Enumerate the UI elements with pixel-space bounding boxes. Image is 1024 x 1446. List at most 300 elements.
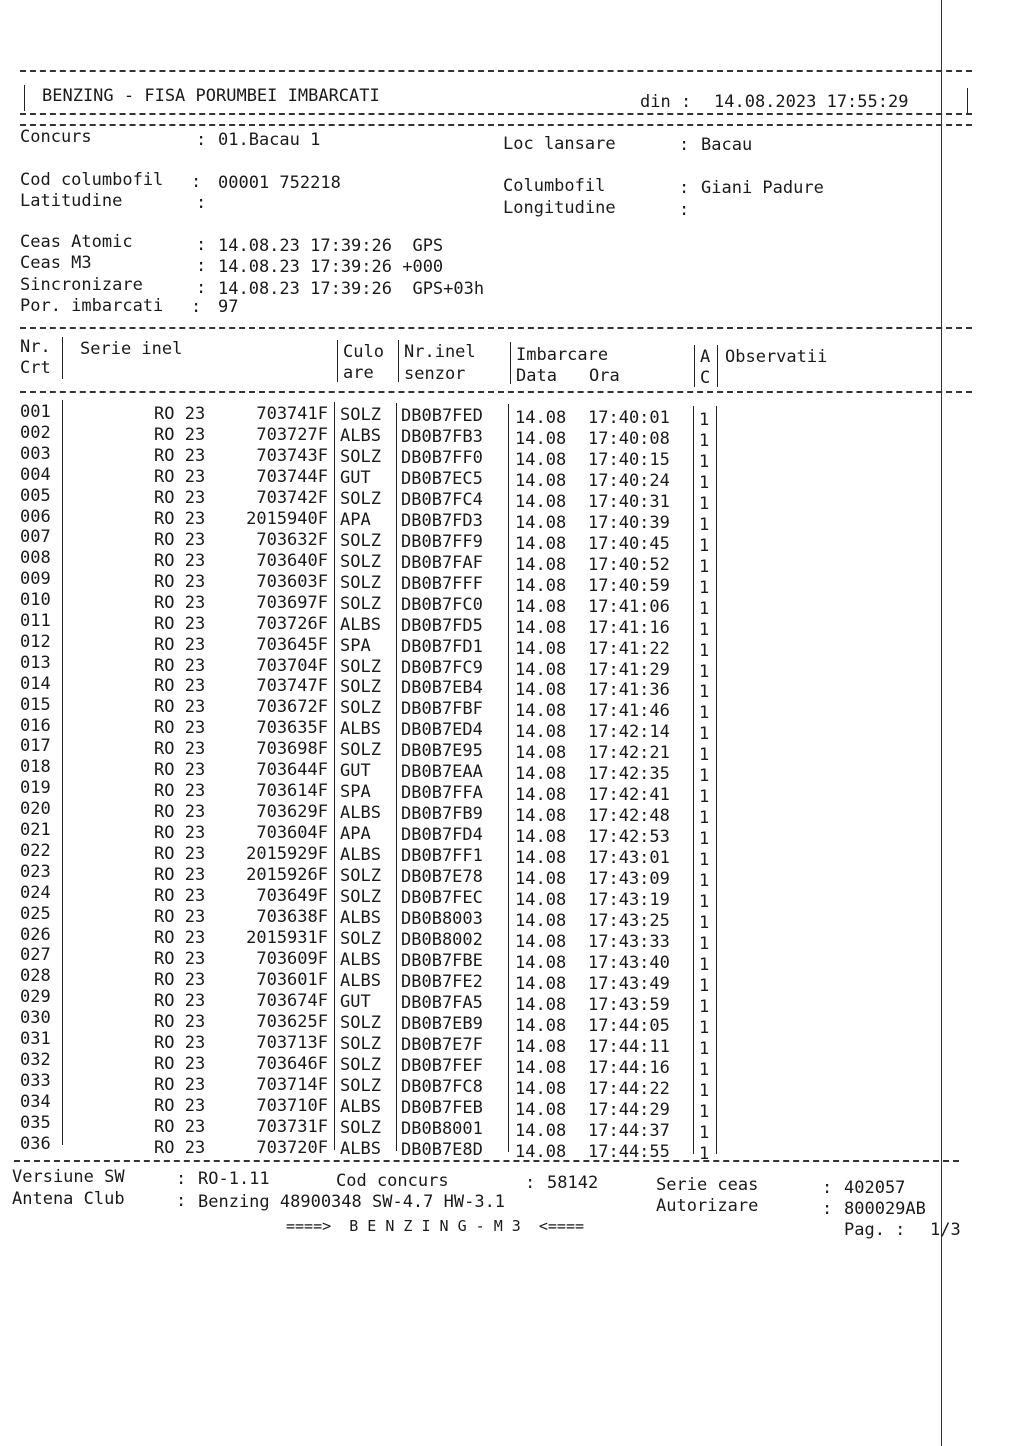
- row-ac: 1: [699, 1038, 710, 1059]
- row-culoare: ALBS: [340, 803, 381, 824]
- row-serie-number: 703635F: [256, 718, 328, 739]
- row-ac: 1: [699, 996, 710, 1017]
- table-row: [0, 422, 1024, 451]
- row-culoare: SOLZ: [340, 929, 381, 949]
- row-nr-inel-senzor: DB0B7FF9: [401, 531, 483, 552]
- row-nr-inel-senzor: DB0B7FA5: [401, 992, 483, 1013]
- table-row: [0, 590, 1024, 619]
- row-ora: 17:40:31: [588, 491, 670, 512]
- row-nr-inel-senzor: DB0B7EC5: [401, 468, 483, 489]
- table-row: [0, 527, 1024, 556]
- row-ora: 17:44:05: [588, 1015, 670, 1036]
- row-nr-inel-senzor: DB0B7EB9: [401, 1013, 483, 1034]
- row-serie-prefix: RO 23: [154, 1074, 206, 1095]
- row-serie-number: 703646F: [256, 1053, 328, 1074]
- row-culoare: SOLZ: [340, 530, 381, 551]
- row-nr: 010: [20, 590, 51, 611]
- page-label: Pag. :: [844, 1220, 906, 1240]
- row-ac: 1: [699, 661, 710, 682]
- row-ac: 1: [699, 1122, 710, 1143]
- row-nr-inel-senzor: DB0B7FBE: [401, 950, 483, 971]
- row-nr: 001: [20, 402, 51, 422]
- row-culoare: GUT: [340, 761, 371, 782]
- row-data: 14.08: [515, 1120, 567, 1141]
- row-data: 14.08: [515, 659, 567, 680]
- row-data: 14.08: [515, 428, 567, 449]
- row-nr: 005: [20, 485, 51, 506]
- row-nr-inel-senzor: DB0B7E95: [401, 741, 483, 762]
- row-culoare: SOLZ: [340, 1012, 381, 1033]
- table-top-rule: [20, 327, 972, 329]
- row-data: 14.08: [515, 827, 567, 848]
- row-culoare: ALBS: [340, 949, 381, 970]
- row-ac: 1: [699, 829, 710, 850]
- row-data: 14.08: [515, 932, 567, 952]
- row-nr: 036: [20, 1133, 51, 1154]
- row-nr-inel-senzor: DB0B7ED4: [401, 720, 483, 741]
- table-row: [0, 1112, 1024, 1143]
- row-ora: 17:43:25: [588, 911, 670, 932]
- columbofil-value: Giani Padure: [701, 178, 824, 198]
- row-nr: 008: [20, 548, 51, 569]
- row-data: 14.08: [515, 994, 567, 1015]
- table-row: [0, 945, 1024, 975]
- row-nr: 022: [20, 840, 51, 861]
- row-ac: 1: [699, 1059, 710, 1080]
- row-culoare: ALBS: [340, 970, 381, 991]
- row-data: 14.08: [515, 952, 567, 973]
- row-nr: 033: [20, 1070, 51, 1091]
- cod-concurs-label: Cod concurs: [336, 1171, 449, 1191]
- row-data: 14.08: [515, 890, 567, 911]
- row-serie-number: 703731F: [256, 1116, 328, 1137]
- report-date-label: din: [640, 92, 671, 112]
- row-nr: 028: [20, 966, 51, 987]
- row-culoare: APA: [340, 509, 371, 530]
- row-culoare: SPA: [340, 635, 371, 656]
- row-serie-prefix: RO 23: [154, 634, 206, 655]
- info-top-rule: [20, 124, 972, 126]
- row-serie-number: 703632F: [256, 529, 328, 550]
- row-nr-inel-senzor: DB0B7FC8: [401, 1076, 483, 1097]
- por-imbarcati-value: 97: [218, 297, 239, 317]
- row-serie-number: 703614F: [256, 781, 328, 802]
- table-row: [0, 1008, 1024, 1038]
- row-ora: 17:43:59: [588, 994, 670, 1015]
- row-serie-number: 703742F: [256, 487, 328, 508]
- row-nr-inel-senzor: DB0B7FC0: [401, 594, 483, 615]
- columbofil-label: Columbofil: [503, 176, 606, 196]
- row-serie-number: 703638F: [256, 907, 328, 928]
- table-row: [0, 569, 1024, 598]
- row-ac: 1: [699, 975, 710, 996]
- concurs-label: Concurs: [20, 127, 92, 147]
- antena-club-value: Benzing 48900348 SW-4.7 HW-3.1: [198, 1192, 506, 1212]
- col-observatii-header: Observatii: [725, 347, 828, 367]
- row-nr-inel-senzor: DB0B7FF0: [401, 447, 483, 468]
- row-data: 14.08: [515, 911, 567, 932]
- row-ac: 1: [699, 703, 710, 724]
- row-ac: 1: [699, 954, 710, 975]
- table-divider: [396, 403, 397, 1151]
- row-data: 14.08: [515, 722, 567, 743]
- row-ac: 1: [699, 871, 710, 892]
- row-nr: 013: [20, 652, 51, 673]
- col-nr-header: Nr.: [20, 337, 51, 357]
- row-serie-number: 703625F: [256, 1011, 328, 1032]
- row-ora: 17:43:40: [588, 952, 670, 973]
- row-ora: 17:44:29: [588, 1099, 670, 1120]
- row-culoare: SPA: [340, 782, 371, 803]
- row-serie-prefix: RO 23: [154, 445, 206, 466]
- table-row: [0, 548, 1024, 577]
- row-ora: 17:42:53: [588, 827, 670, 848]
- autorizare-label: Autorizare: [656, 1196, 759, 1216]
- row-data: 14.08: [515, 1141, 567, 1162]
- table-row: [0, 506, 1024, 535]
- row-serie-number: 703720F: [256, 1137, 328, 1158]
- row-nr-inel-senzor: DB0B7FE2: [401, 971, 483, 992]
- latitudine-label: Latitudine: [20, 191, 123, 211]
- row-ac: 1: [699, 724, 710, 745]
- page-number: 1/3: [930, 1220, 961, 1240]
- row-nr: 034: [20, 1091, 51, 1112]
- por-imbarcati-label: Por. imbarcati: [20, 296, 164, 316]
- row-ora: 17:44:11: [588, 1036, 670, 1057]
- row-serie-prefix: RO 23: [154, 718, 206, 739]
- table-row: [0, 882, 1024, 913]
- row-ora: 17:40:08: [588, 428, 670, 449]
- table-row: [0, 778, 1024, 808]
- row-culoare: SOLZ: [340, 887, 381, 908]
- row-ora: 17:44:16: [588, 1057, 670, 1078]
- row-ac: 1: [699, 430, 710, 451]
- row-nr: 029: [20, 987, 51, 1008]
- row-nr-inel-senzor: DB0B7FD1: [401, 636, 483, 657]
- benzing-banner: ====> B E N Z I N G - M 3 <====: [286, 1217, 585, 1235]
- row-ac: 1: [699, 410, 710, 430]
- row-culoare: SOLZ: [340, 1117, 381, 1138]
- row-nr-inel-senzor: DB0B8003: [401, 909, 483, 930]
- row-ac: 1: [699, 745, 710, 766]
- row-ac: 1: [699, 913, 710, 934]
- row-ora: 17:40:39: [588, 512, 670, 533]
- table-divider: [508, 404, 509, 1152]
- row-serie-prefix: RO 23: [154, 613, 206, 634]
- row-serie-number: 703601F: [256, 969, 328, 990]
- row-ora: 17:40:01: [588, 408, 670, 428]
- table-row: [0, 1133, 1024, 1164]
- row-nr: 030: [20, 1008, 51, 1029]
- row-data: 14.08: [515, 1099, 567, 1120]
- row-culoare: SOLZ: [340, 677, 381, 698]
- row-nr: 014: [20, 673, 51, 694]
- table-row: [0, 652, 1024, 682]
- ceas-atomic-value: 14.08.23 17:39:26 GPS: [218, 236, 444, 256]
- row-serie-prefix: RO 23: [154, 907, 206, 928]
- table-row: [0, 715, 1024, 745]
- row-data: 14.08: [515, 806, 567, 827]
- row-nr: 018: [20, 757, 51, 778]
- row-serie-prefix: RO 23: [154, 676, 206, 697]
- row-nr-inel-senzor: DB0B7FD3: [401, 510, 483, 531]
- row-serie-prefix: RO 23: [154, 697, 206, 718]
- row-ora: 17:44:22: [588, 1078, 670, 1099]
- serie-ceas-value: 402057: [844, 1178, 906, 1198]
- table-row: [0, 485, 1024, 514]
- row-ac: 1: [699, 556, 710, 577]
- row-culoare: ALBS: [340, 1138, 381, 1159]
- row-nr: 006: [20, 506, 51, 527]
- row-data: 14.08: [515, 449, 567, 470]
- row-ora: 17:41:36: [588, 680, 670, 701]
- row-ora: 17:43:09: [588, 869, 670, 890]
- antena-club-label: Antena Club: [12, 1189, 125, 1209]
- row-serie-number: 703603F: [256, 571, 328, 592]
- row-culoare: SOLZ: [340, 1033, 381, 1054]
- row-serie-number: 703609F: [256, 948, 328, 969]
- row-serie-prefix: RO 23: [154, 592, 206, 613]
- row-nr: 003: [20, 443, 51, 464]
- row-data: 14.08: [515, 764, 567, 785]
- row-serie-number: 703744F: [256, 466, 328, 487]
- cod-columbofil-value: 00001 752218: [218, 173, 341, 193]
- row-nr-inel-senzor: DB0B7FFF: [401, 573, 483, 594]
- row-ora: 17:42:21: [588, 743, 670, 764]
- row-ora: 17:42:48: [588, 806, 670, 827]
- row-nr: 015: [20, 694, 51, 715]
- table-divider: [334, 402, 335, 1150]
- row-ac: 1: [699, 1143, 710, 1164]
- table-row: [0, 1029, 1024, 1059]
- ceas-m3-value: 14.08.23 17:39:26 +000: [218, 257, 444, 277]
- row-nr-inel-senzor: DB0B7FED: [401, 406, 483, 426]
- row-ora: 17:41:16: [588, 617, 670, 638]
- row-culoare: GUT: [340, 991, 371, 1012]
- row-serie-prefix: RO 23: [154, 865, 206, 886]
- table-row: [0, 1091, 1024, 1122]
- row-nr-inel-senzor: DB0B7EB4: [401, 678, 483, 699]
- table-divider: [693, 406, 694, 1154]
- row-serie-number: 703644F: [256, 760, 328, 781]
- row-serie-prefix: RO 23: [154, 1116, 206, 1137]
- serie-ceas-label: Serie ceas: [656, 1175, 759, 1195]
- row-data: 14.08: [515, 408, 567, 428]
- row-data: 14.08: [515, 1078, 567, 1099]
- table-row: [0, 631, 1024, 661]
- row-serie-number: 2015931F: [246, 928, 328, 948]
- row-data: 14.08: [515, 785, 567, 806]
- row-data: 14.08: [515, 554, 567, 575]
- table-row: [0, 987, 1024, 1017]
- row-nr: 020: [20, 799, 51, 820]
- row-ac: 1: [699, 598, 710, 619]
- longitudine-label: Longitudine: [503, 198, 616, 218]
- row-nr-inel-senzor: DB0B7E78: [401, 867, 483, 888]
- row-ora: 17:43:49: [588, 973, 670, 994]
- table-row: [0, 924, 1024, 954]
- row-nr: 002: [20, 422, 51, 443]
- row-ora: 17:41:46: [588, 701, 670, 722]
- row-nr-inel-senzor: DB0B7E7F: [401, 1034, 483, 1055]
- row-serie-number: 703741F: [256, 404, 328, 424]
- row-nr: 009: [20, 569, 51, 590]
- row-culoare: ALBS: [340, 719, 381, 740]
- table-row: [0, 464, 1024, 493]
- col-nrinel-header-2: senzor: [404, 364, 466, 384]
- row-serie-number: 703645F: [256, 634, 328, 655]
- row-culoare: SOLZ: [340, 488, 381, 509]
- row-ac: 1: [699, 1017, 710, 1038]
- row-data: 14.08: [515, 638, 567, 659]
- row-serie-prefix: RO 23: [154, 990, 206, 1011]
- row-serie-number: 703710F: [256, 1095, 328, 1116]
- row-serie-number: 703714F: [256, 1074, 328, 1095]
- row-serie-number: 703743F: [256, 445, 328, 466]
- table-divider: [716, 406, 717, 1154]
- row-serie-prefix: RO 23: [154, 844, 206, 865]
- row-nr-inel-senzor: DB0B7FEC: [401, 888, 483, 909]
- ceas-m3-label: Ceas M3: [20, 253, 92, 273]
- table-row: [0, 736, 1024, 766]
- row-ac: 1: [699, 1080, 710, 1101]
- row-serie-prefix: RO 23: [154, 1032, 206, 1053]
- row-culoare: GUT: [340, 467, 371, 488]
- sincronizare-value: 14.08.23 17:39:26 GPS+03h: [218, 279, 485, 299]
- row-data: 14.08: [515, 575, 567, 596]
- col-serie-header: Serie inel: [80, 339, 183, 359]
- row-serie-number: 703640F: [256, 550, 328, 571]
- col-culoare-header-1: Culo: [343, 342, 384, 362]
- row-serie-prefix: RO 23: [154, 508, 206, 529]
- concurs-value: 01.Bacau 1: [218, 130, 321, 150]
- row-data: 14.08: [515, 1057, 567, 1078]
- row-nr-inel-senzor: DB0B7FB3: [401, 426, 483, 447]
- row-serie-prefix: RO 23: [154, 655, 206, 676]
- row-ora: 17:41:29: [588, 659, 670, 680]
- row-serie-number: 703747F: [256, 676, 328, 697]
- row-serie-prefix: RO 23: [154, 886, 206, 907]
- row-data: 14.08: [515, 617, 567, 638]
- row-serie-prefix: RO 23: [154, 1137, 206, 1158]
- row-ora: 17:40:15: [588, 449, 670, 470]
- versiune-sw-label: Versiune SW: [12, 1167, 125, 1187]
- row-serie-prefix: RO 23: [154, 823, 206, 844]
- row-culoare: ALBS: [340, 908, 381, 929]
- row-data: 14.08: [515, 869, 567, 890]
- row-serie-prefix: RO 23: [154, 550, 206, 571]
- row-nr: 016: [20, 715, 51, 736]
- row-culoare: ALBS: [340, 425, 381, 446]
- table-row: [0, 757, 1024, 787]
- table-row: [0, 799, 1024, 829]
- versiune-sw-value: RO-1.11: [198, 1169, 270, 1189]
- row-serie-number: 703704F: [256, 655, 328, 676]
- row-serie-number: 703726F: [256, 613, 328, 634]
- row-nr: 017: [20, 736, 51, 757]
- col-nrinel-header-1: Nr.inel: [404, 342, 476, 362]
- col-c-header: C: [700, 368, 711, 388]
- row-serie-number: 703672F: [256, 697, 328, 718]
- row-ac: 1: [699, 493, 710, 514]
- cod-columbofil-label: Cod columbofil: [20, 170, 164, 190]
- row-nr: 012: [20, 631, 51, 652]
- table-row: [0, 402, 1024, 430]
- row-serie-prefix: RO 23: [154, 571, 206, 592]
- col-crt-header: Crt: [20, 358, 51, 378]
- row-serie-prefix: RO 23: [154, 1053, 206, 1074]
- row-ac: 1: [699, 787, 710, 808]
- row-culoare: APA: [340, 824, 371, 845]
- row-serie-prefix: RO 23: [154, 424, 206, 445]
- row-serie-prefix: RO 23: [154, 928, 206, 948]
- ceas-atomic-label: Ceas Atomic: [20, 232, 133, 252]
- row-culoare: ALBS: [340, 845, 381, 866]
- row-serie-prefix: RO 23: [154, 969, 206, 990]
- row-data: 14.08: [515, 1036, 567, 1057]
- row-ora: 17:43:19: [588, 890, 670, 911]
- row-serie-prefix: RO 23: [154, 1095, 206, 1116]
- row-nr: 004: [20, 464, 51, 485]
- row-ac: 1: [699, 682, 710, 703]
- loc-lansare-value: Bacau: [701, 135, 753, 155]
- row-serie-prefix: RO 23: [154, 948, 206, 969]
- row-nr-inel-senzor: DB0B7FBF: [401, 699, 483, 720]
- row-ora: 17:42:35: [588, 764, 670, 785]
- row-nr: 032: [20, 1049, 51, 1070]
- row-nr: 025: [20, 903, 51, 924]
- row-nr: 031: [20, 1029, 51, 1049]
- row-ora: 17:40:52: [588, 554, 670, 575]
- row-ac: 1: [699, 850, 710, 871]
- row-ora: 17:41:22: [588, 638, 670, 659]
- row-ora: 17:43:33: [588, 932, 670, 952]
- row-ora: 17:40:59: [588, 575, 670, 596]
- row-culoare: SOLZ: [340, 405, 381, 425]
- row-ac: 1: [699, 535, 710, 556]
- row-nr-inel-senzor: DB0B7FD4: [401, 825, 483, 846]
- row-serie-number: 703713F: [256, 1032, 328, 1053]
- row-serie-prefix: RO 23: [154, 466, 206, 487]
- row-data: 14.08: [515, 470, 567, 491]
- col-culoare-header-2: are: [343, 363, 374, 383]
- sincronizare-label: Sincronizare: [20, 275, 143, 295]
- row-data: 14.08: [515, 973, 567, 994]
- row-serie-prefix: RO 23: [154, 781, 206, 802]
- row-nr-inel-senzor: DB0B7FFA: [401, 783, 483, 804]
- row-data: 14.08: [515, 596, 567, 617]
- table-row: [0, 903, 1024, 934]
- row-ac: 1: [699, 514, 710, 535]
- row-nr: 026: [20, 924, 51, 945]
- table-row: [0, 611, 1024, 640]
- row-nr: 019: [20, 778, 51, 799]
- row-ora: 17:40:45: [588, 533, 670, 554]
- row-nr-inel-senzor: DB0B7FEB: [401, 1097, 483, 1118]
- row-nr-inel-senzor: DB0B8002: [401, 930, 483, 950]
- row-data: 14.08: [515, 848, 567, 869]
- table-row: [0, 1070, 1024, 1101]
- row-ora: 17:42:41: [588, 785, 670, 806]
- row-culoare: SOLZ: [340, 572, 381, 593]
- header-top-rule: [20, 70, 972, 72]
- row-serie-prefix: RO 23: [154, 487, 206, 508]
- row-nr-inel-senzor: DB0B7FD5: [401, 615, 483, 636]
- row-data: 14.08: [515, 533, 567, 554]
- table-divider: [62, 400, 63, 1145]
- row-nr-inel-senzor: DB0B7EAA: [401, 762, 483, 783]
- row-serie-number: 703727F: [256, 424, 328, 445]
